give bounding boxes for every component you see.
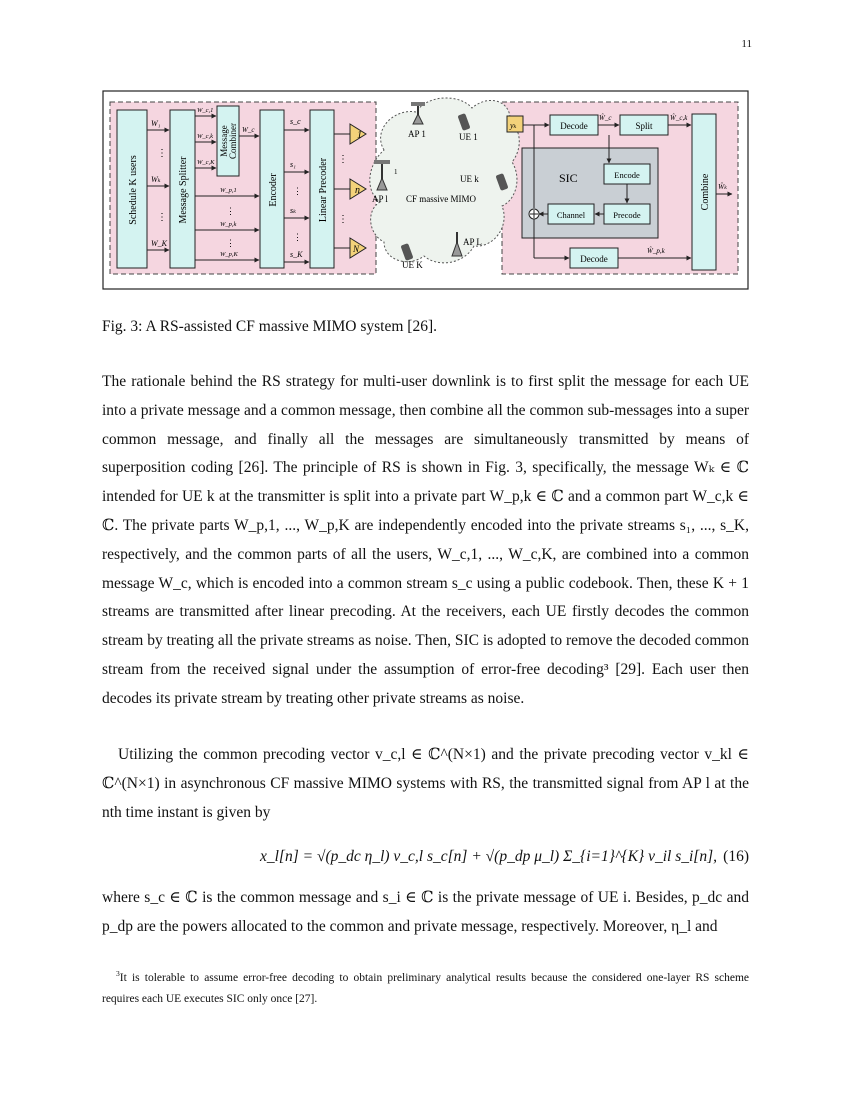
label-wc1: W_c,1 (197, 107, 214, 114)
combine-block (692, 114, 716, 270)
dots-ant-2: ⋮ (338, 214, 348, 225)
page-number: 11 (741, 38, 752, 50)
label-s1: s₁ (290, 160, 296, 169)
decode-top-block (550, 115, 598, 135)
figure-rs-cf-system (102, 90, 749, 290)
svg-text:Channel: Channel (556, 210, 586, 220)
label-apL: AP L (463, 237, 482, 247)
svg-text:Combine: Combine (700, 173, 711, 211)
dots-in-2: ⋮ (157, 212, 167, 223)
svg-text:Encoder: Encoder (268, 173, 279, 207)
footnote-text: It is tolerable to assume error-free decoding to obtain preliminary analytical results because the considered one-layer RS scheme requires each UE executes SIC only once [27]. (102, 971, 749, 1005)
paragraph-rationale: The rationale behind the RS strategy for multi-user downlink is to first split the message for each UE into a private message and a common message, then combine all the common sub-messages into a super common message, and finally all the messages are simultaneously transmitted by means of superposition coding [26]. The principle of RS is shown in Fig. 3, specifically, the message Wₖ ∈ ℂ intended for UE k at the transmitter is split into a private part W_p,k ∈ ℂ and a common part W_c,k ∈ ℂ. The private parts W_p,1, ..., W_p,K are independently encoded into the private streams s₁, ..., s_K, respectively, and the common parts of all the users, W_c,1, ..., W_c,K, are combined into a common message W_c, which is encoded into a common stream s_c using a public codebook. Then, these K + 1 streams are transmitted after linear precoding. At the receivers, each UE firstly decodes the common stream by treating all the private streams as noise. Then, SIC is adopted to remove the decoded common stream from the received signal under the assumption of error-free decoding³ [29]. Each user then decodes its private stream by treating other private streams as noise. (102, 373, 749, 707)
svg-text:1: 1 (357, 130, 362, 141)
label-sc: s_c (290, 117, 301, 126)
label-wp1: W_p,1 (220, 187, 237, 194)
label-w1: W₁ (151, 119, 161, 128)
label-hat-wck: Ŵ_c,k (670, 114, 688, 122)
svg-text:Decode: Decode (560, 121, 588, 131)
svg-text:Encode: Encode (614, 170, 640, 180)
svg-text:Decode: Decode (580, 254, 608, 264)
label-hat-wk: Ŵₖ (718, 182, 727, 191)
label-sk: sₖ (290, 206, 297, 215)
label-uek: UE k (460, 174, 479, 184)
label-ap1: AP 1 (408, 129, 426, 139)
footnote (102, 963, 749, 1010)
figure-caption: Fig. 3: A RS-assisted CF massive MIMO system [26]. (102, 318, 437, 335)
svg-text:Split: Split (635, 121, 653, 131)
label-wk: Wₖ (151, 175, 161, 184)
dots-s-1: ⋮ (293, 186, 302, 196)
label-wck: W_c,k (197, 133, 214, 140)
label-wK: W_K (151, 239, 167, 248)
paragraph-precoding: Utilizing the common precoding vector v_c,l ∈ ℂ^(N×1) and the private precoding vector v_kl ∈ ℂ^(N×1) in asynchronous CF massive MIMO systems with RS, the transmitted signal from AP l at the nth time instant is given by (102, 746, 749, 821)
channel-block (548, 204, 594, 224)
svg-text:N: N (353, 244, 360, 254)
label-wpk: W_p,k (220, 221, 237, 228)
encode-block (604, 164, 650, 184)
label-wc: W_c (242, 126, 255, 134)
label-l-tick: 1 (394, 168, 398, 176)
svg-text:Message Splitter: Message Splitter (178, 156, 189, 224)
equation-number: (16) (723, 848, 749, 865)
svg-text:SIC: SIC (559, 171, 578, 185)
label-hat-wc: Ŵ_c (599, 114, 612, 122)
dots-wp-1: ⋮ (226, 206, 235, 216)
dots-wp-2: ⋮ (226, 238, 235, 248)
label-ue1: UE 1 (459, 132, 478, 142)
svg-text:yₖ: yₖ (510, 121, 517, 130)
label-wpK: W_p,K (220, 251, 238, 258)
equation-16 (102, 828, 749, 888)
precode-block (604, 204, 650, 224)
label-cf-massive-mimo: CF massive MIMO (406, 194, 477, 204)
decode-bottom-block (570, 248, 618, 268)
encoder-block (260, 110, 284, 268)
svg-text:n: n (355, 185, 360, 196)
svg-text:Combiner: Combiner (228, 123, 238, 159)
split-block (620, 115, 668, 135)
label-sK: s_K (290, 250, 303, 259)
label-hat-wpk: Ŵ_p,k (647, 247, 665, 255)
svg-text:Schedule K users: Schedule K users (128, 155, 139, 225)
svg-text:Linear Precoder: Linear Precoder (318, 157, 329, 223)
dots-ant-1: ⋮ (338, 154, 348, 165)
label-ueK: UE K (402, 260, 423, 270)
svg-text:Precode: Precode (613, 210, 641, 220)
schedule-block (117, 110, 147, 268)
svg-text:Message: Message (219, 125, 229, 157)
equation-body: x_l[n] = √(p_dc η_l) v_c,l s_c[n] + √(p_dp μ_l) Σ_{i=1}^{K} v_il s_i[n], (260, 848, 718, 865)
dots-in-1: ⋮ (157, 148, 167, 159)
precoder-block (310, 110, 334, 268)
label-apl: AP l (372, 194, 388, 204)
combiner-block (217, 106, 239, 176)
yk-input (507, 116, 523, 132)
paragraph-where: where s_c ∈ ℂ is the common message and s_i ∈ ℂ is the private message of UE i. Besides, p_dc and p_dp are the powers allocated to the common and private message, respectively. Moreover, η_l and (102, 889, 749, 935)
footnote-marker: 3 (116, 969, 120, 978)
splitter-block (170, 110, 195, 268)
dots-s-2: ⋮ (293, 232, 302, 242)
label-wcK: W_c,K (197, 159, 215, 166)
